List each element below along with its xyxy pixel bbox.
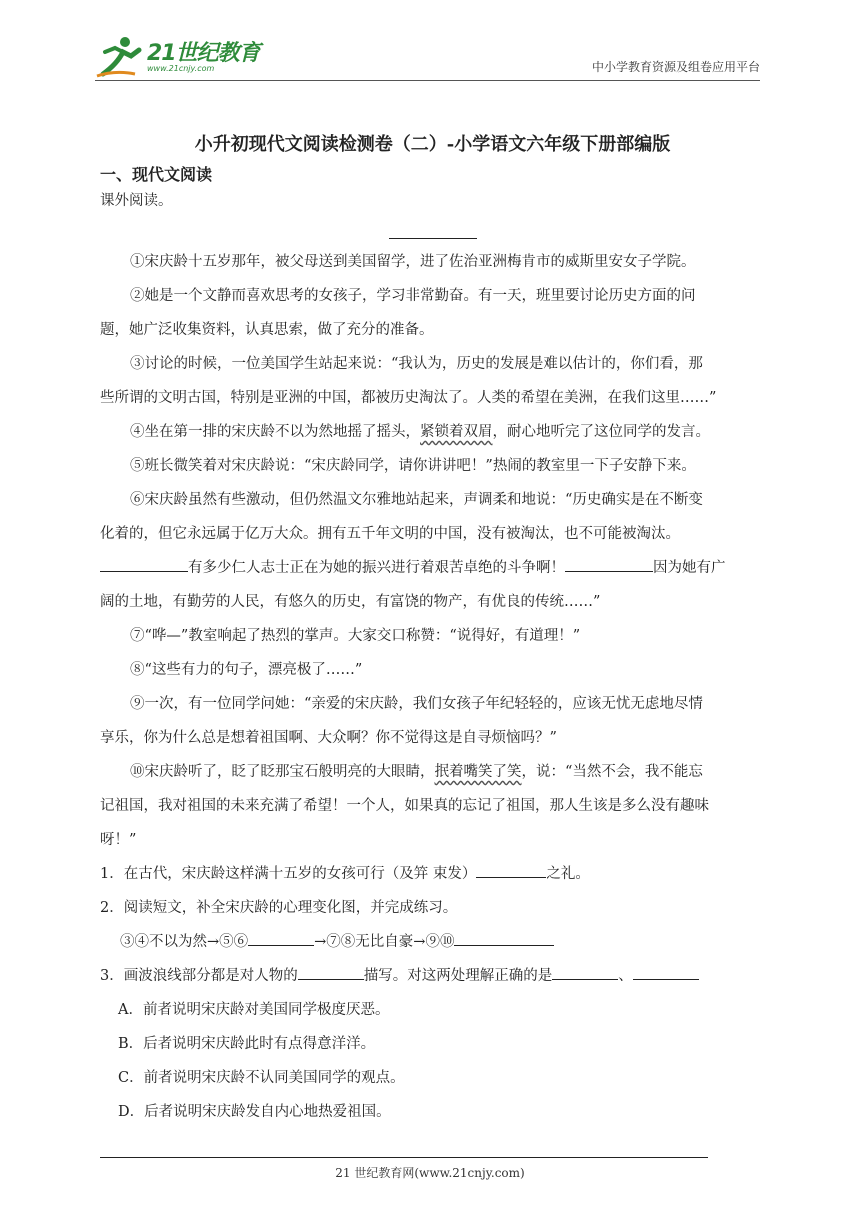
site-logo [95, 34, 275, 78]
option-c[interactable]: C．前者说明宋庆龄不认同美国同学的观点。 [118, 1070, 405, 1086]
question-1-end: 之礼。 [546, 866, 590, 882]
logo-text: 21世纪教育 [147, 41, 260, 66]
paragraph-6-mid: 有多少仁人志士正在为她的振兴进行着艰苦卓绝的斗争啊！ [188, 560, 565, 576]
answer-blank[interactable] [248, 927, 314, 946]
wavy-underline-1: 紧锁着双眉 [420, 424, 493, 440]
chain-segment-2: →⑦⑧无比自豪→⑨⑩ [314, 934, 455, 950]
paragraph-8: ⑧“这些有力的句子，漂亮极了……” [130, 662, 363, 678]
option-d[interactable]: D．后者说明宋庆龄发自内心地热爱祖国。 [118, 1104, 391, 1120]
answer-blank[interactable] [100, 553, 188, 572]
paragraph-10-post: ，说：“当然不会，我不能忘 [521, 764, 703, 780]
answer-blank[interactable] [565, 553, 653, 572]
paragraph-3-line-1: ③讨论的时候，一位美国学生站起来说：“我认为，历史的发展是难以估计的，你们看，那 [130, 356, 703, 372]
page-header [95, 30, 760, 81]
paragraph-3-line-2: 些所谓的文明古国，特别是亚洲的中国，都被历史淘汰了。人类的希望在美洲，在我们这里……” [100, 390, 717, 406]
option-b[interactable]: B．后者说明宋庆龄此时有点得意洋洋。 [118, 1036, 376, 1052]
paragraph-6-line-2: 化着的，但它永远属于亿万大众。拥有五千年文明的中国，没有被淘汰，也不可能被淘汰。 [100, 526, 680, 542]
wavy-underline-2: 抿着嘴笑了笑 [434, 764, 522, 780]
section-heading: 一、现代文阅读 [100, 165, 213, 184]
chain-segment-1: ③④不以为然→⑤⑥ [120, 934, 249, 950]
answer-blank[interactable] [633, 961, 699, 980]
footer-text: 21 世纪教育网(www.21cnjy.com) [335, 1166, 525, 1180]
document-body [100, 128, 765, 1129]
page-title: 小升初现代文阅读检测卷（二）-小学语文六年级下册部编版 [194, 134, 671, 155]
intro-text: 课外阅读。 [100, 193, 173, 209]
question-1-text: 1．在古代，宋庆龄这样满十五岁的女孩可行（及笄 束发） [100, 866, 477, 882]
paragraph-9-line-2: 享乐，你为什么总是想着祖国啊、大众啊？你不觉得这是自寻烦恼吗？” [100, 730, 557, 746]
question-3 [100, 959, 765, 993]
question-3-sep: 、 [618, 968, 633, 984]
paragraph-10-line-3: 呀！” [100, 832, 137, 848]
runner-logo-icon [95, 34, 145, 78]
option-a[interactable]: A．前者说明宋庆龄对美国同学极度厌恶。 [118, 1002, 390, 1018]
question-1 [100, 857, 765, 891]
answer-blank[interactable] [476, 859, 546, 878]
logo-url: www.21cnjy.com [147, 64, 215, 73]
paragraph-4-post: ，耐心地听完了这位同学的发言。 [492, 424, 710, 440]
platform-name: 中小学教育资源及组卷应用平台 [591, 60, 760, 74]
answer-blank[interactable] [454, 927, 554, 946]
paragraph-6-line-4: 阔的土地，有勤劳的人民，有悠久的历史，有富饶的物产，有优良的传统……” [100, 594, 601, 610]
question-3-mid: 描写。对这两处理解正确的是 [363, 968, 553, 984]
mind-change-chain [100, 925, 765, 959]
question-2: 2．阅读短文，补全宋庆龄的心理变化图，并完成练习。 [100, 900, 458, 916]
answer-blank[interactable] [298, 961, 364, 980]
paragraph-6-line-1: ⑥宋庆龄虽然有些激动，但仍然温文尔雅地站起来，声调柔和地说：“历史确实是在不断变 [130, 492, 703, 508]
paragraph-10-line-2: 记祖国，我对祖国的未来充满了希望！一个人，如果真的忘记了祖国，那人生该是多么没有趣味 [100, 798, 709, 814]
paragraph-4 [100, 415, 765, 449]
question-3-pre: 3．画波浪线部分都是对人物的 [100, 968, 298, 984]
paragraph-5: ⑤班长微笑着对宋庆龄说：“宋庆龄同学，请你讲讲吧！”热闹的教室里一下子安静下来。 [130, 458, 696, 474]
paragraph-1: ①宋庆龄十五岁那年，被父母送到美国留学，进了佐治亚洲梅肯市的威斯里安女子学院。 [130, 254, 696, 270]
paragraph-6-line-3 [100, 551, 765, 585]
passage-title-blank [389, 218, 477, 239]
paragraph-10-line-1 [100, 755, 765, 789]
paragraph-9-line-1: ⑨一次，有一位同学问她：“亲爱的宋庆龄，我们女孩子年纪轻轻的，应该无忧无虑地尽情 [130, 696, 703, 712]
paragraph-2-line-1: ②她是一个文静而喜欢思考的女孩子，学习非常勤奋。有一天，班里要讨论历史方面的问 [130, 288, 696, 304]
paragraph-10-pre: ⑩宋庆龄听了，眨了眨那宝石般明亮的大眼睛， [130, 764, 435, 780]
answer-blank[interactable] [552, 961, 618, 980]
paragraph-7: ⑦“哗—”教室响起了热烈的掌声。大家交口称赞：“说得好，有道理！” [130, 628, 581, 644]
paragraph-6-end: 因为她有广 [653, 560, 726, 576]
paragraph-2-line-2: 题，她广泛收集资料，认真思索，做了充分的准备。 [100, 322, 434, 338]
footer-divider [100, 1157, 708, 1158]
paragraph-4-pre: ④坐在第一排的宋庆龄不以为然地摇了摇头， [130, 424, 420, 440]
